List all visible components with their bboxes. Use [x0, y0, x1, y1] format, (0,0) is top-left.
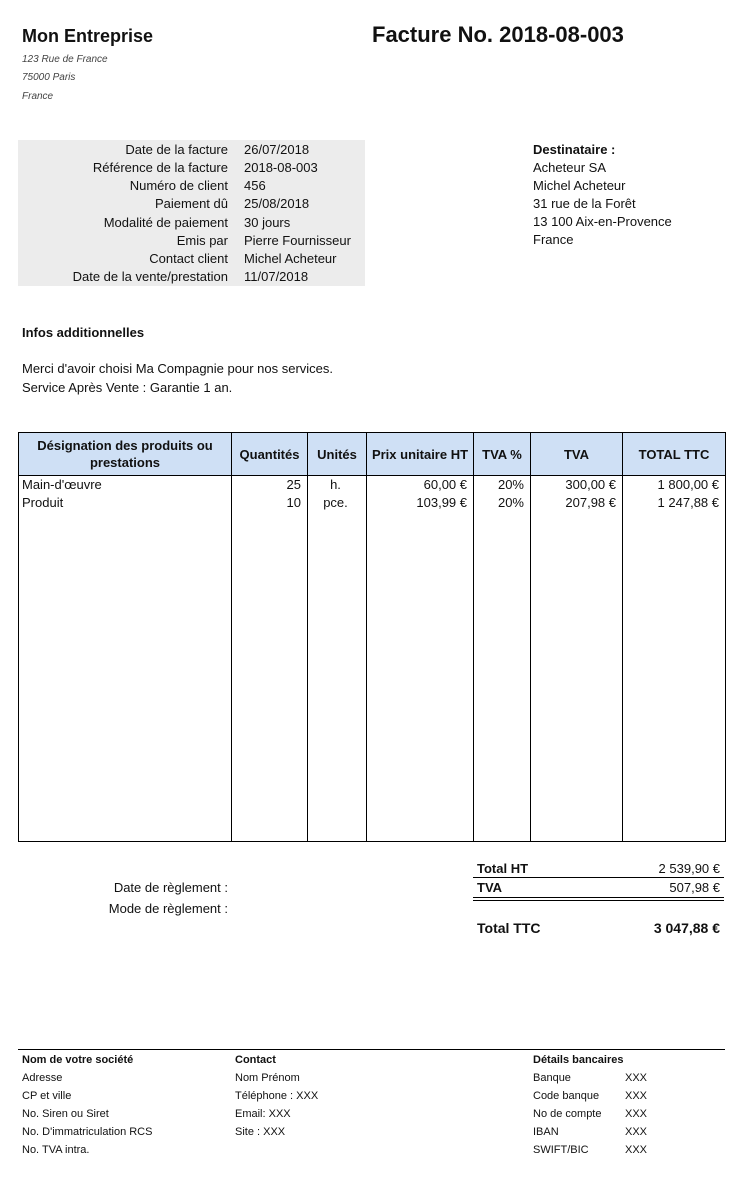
meta-value: 25/08/2018 [244, 196, 310, 211]
table-row [19, 476, 726, 495]
footer-bank-row [533, 1141, 647, 1159]
footer-contact-title: Contact [235, 1054, 276, 1066]
table-header-row [19, 433, 726, 476]
footer-contact-line: Site : XXX [235, 1126, 286, 1138]
cell-designation: Main-d'œuvre [19, 476, 232, 495]
cell-unit-price: 60,00 € [367, 476, 474, 495]
meta-row [18, 214, 365, 232]
infos-title: Infos additionnelles [22, 325, 145, 340]
total-ht-label: Total HT [477, 861, 529, 876]
infos-line: Merci d'avoir choisi Ma Compagnie pour nos services. [22, 361, 333, 376]
meta-label: Référence de la facture [92, 160, 228, 175]
bank-value: XXX [625, 1072, 648, 1084]
bank-label: Banque [533, 1072, 571, 1084]
bank-label: IBAN [533, 1126, 559, 1138]
cell-quantity: 10 [232, 494, 308, 512]
cell-unit: h. [308, 476, 367, 495]
bank-value: XXX [625, 1126, 648, 1138]
footer-contact-column [235, 1051, 318, 1141]
footer-company-title: Nom de votre société [22, 1054, 134, 1066]
recipient-line: Acheteur SA [533, 160, 606, 175]
meta-label: Modalité de paiement [103, 215, 228, 230]
footer-contact-line: Téléphone : XXX [235, 1090, 319, 1102]
footer-bank-row [533, 1087, 647, 1105]
items-table [18, 432, 726, 842]
meta-value: 26/07/2018 [244, 142, 310, 157]
recipient-block [533, 141, 672, 249]
total-ttc-label: Total TTC [477, 920, 541, 936]
meta-label: Numéro de client [129, 178, 228, 193]
meta-row [18, 268, 365, 286]
total-ttc-value: 3 047,88 € [653, 920, 720, 936]
invoice-meta-box [18, 140, 365, 286]
footer-contact-line: Nom Prénom [235, 1072, 300, 1084]
cell-vat: 207,98 € [531, 494, 623, 512]
bank-value: XXX [625, 1090, 648, 1102]
meta-row [18, 195, 365, 213]
column-header: Désignation des produits ou prestations [19, 433, 232, 476]
meta-row [18, 159, 365, 177]
footer-company-line: No. TVA intra. [22, 1144, 90, 1156]
bank-label: Code banque [533, 1090, 600, 1102]
cell-vat: 300,00 € [531, 476, 623, 495]
meta-row [18, 232, 365, 250]
company-address-line: 123 Rue de France [22, 54, 108, 65]
meta-value: Pierre Fournisseur [244, 233, 351, 248]
meta-value: 456 [244, 178, 266, 193]
totals-double-rule [473, 900, 724, 901]
meta-value: 11/07/2018 [244, 269, 309, 284]
cell-vat-rate: 20% [474, 476, 531, 495]
footer-bank-row [533, 1069, 647, 1087]
column-header: TVA % [474, 433, 531, 476]
bank-value: XXX [625, 1144, 648, 1156]
total-ht-value: 2 539,90 € [658, 861, 720, 876]
footer-company-line: Adresse [22, 1072, 63, 1084]
table-empty-area [19, 512, 726, 842]
meta-value: Michel Acheteur [244, 251, 337, 266]
meta-value: 2018-08-003 [244, 160, 318, 175]
recipient-line: Michel Acheteur [533, 178, 626, 193]
column-header: Prix unitaire HT [367, 433, 474, 476]
footer-bank-column [533, 1051, 647, 1159]
cell-quantity: 25 [232, 476, 308, 495]
bank-value: XXX [625, 1108, 648, 1120]
column-header: Quantités [232, 433, 308, 476]
footer-bank-row [533, 1105, 647, 1123]
meta-label: Paiement dû [155, 196, 228, 211]
meta-row [18, 177, 365, 195]
footer-company-column [22, 1051, 152, 1159]
meta-value: 30 jours [244, 215, 291, 230]
payment-date-label: Date de règlement : [113, 880, 228, 895]
recipient-line: 31 rue de la Forêt [533, 196, 636, 211]
cell-unit: pce. [308, 494, 367, 512]
column-header: TVA [531, 433, 623, 476]
recipient-line: France [533, 232, 574, 247]
cell-total-ttc: 1 800,00 € [623, 476, 726, 495]
cell-total-ttc: 1 247,88 € [623, 494, 726, 512]
footer-bank-title: Détails bancaires [533, 1054, 624, 1066]
totals-divider [473, 877, 724, 878]
meta-label: Contact client [149, 251, 228, 266]
cell-designation: Produit [19, 494, 232, 512]
meta-label: Date de la vente/prestation [72, 269, 228, 284]
company-name: Mon Entreprise [22, 26, 154, 46]
recipient-line: 13 100 Aix-en-Provence [533, 214, 672, 229]
meta-row [18, 141, 365, 159]
footer-company-line: CP et ville [22, 1090, 72, 1102]
infos-line: Service Après Vente : Garantie 1 an. [22, 380, 233, 395]
table-row [19, 494, 726, 512]
footer-contact-line: Email: XXX [235, 1108, 291, 1120]
invoice-title: Facture No. 2018-08-003 [372, 22, 624, 47]
footer-company-line: No. Siren ou Siret [22, 1108, 109, 1120]
column-header: TOTAL TTC [623, 433, 726, 476]
meta-label: Emis par [176, 233, 228, 248]
cell-unit-price: 103,99 € [367, 494, 474, 512]
meta-label: Date de la facture [125, 142, 228, 157]
bank-label: No de compte [533, 1108, 602, 1120]
footer-company-line: No. D'immatriculation RCS [22, 1126, 153, 1138]
footer-divider [18, 1049, 725, 1050]
cell-vat-rate: 20% [474, 494, 531, 512]
totals-double-rule [473, 897, 724, 898]
meta-row [18, 250, 365, 268]
company-address-line: 75000 Paris [22, 72, 76, 83]
total-tva-label: TVA [477, 880, 503, 895]
payment-mode-label: Mode de règlement : [108, 901, 228, 916]
total-tva-value: 507,98 € [669, 880, 720, 895]
bank-label: SWIFT/BIC [533, 1144, 589, 1156]
recipient-title: Destinataire : [533, 142, 616, 157]
column-header: Unités [308, 433, 367, 476]
company-address-line: France [22, 91, 54, 102]
footer-bank-row [533, 1123, 647, 1141]
